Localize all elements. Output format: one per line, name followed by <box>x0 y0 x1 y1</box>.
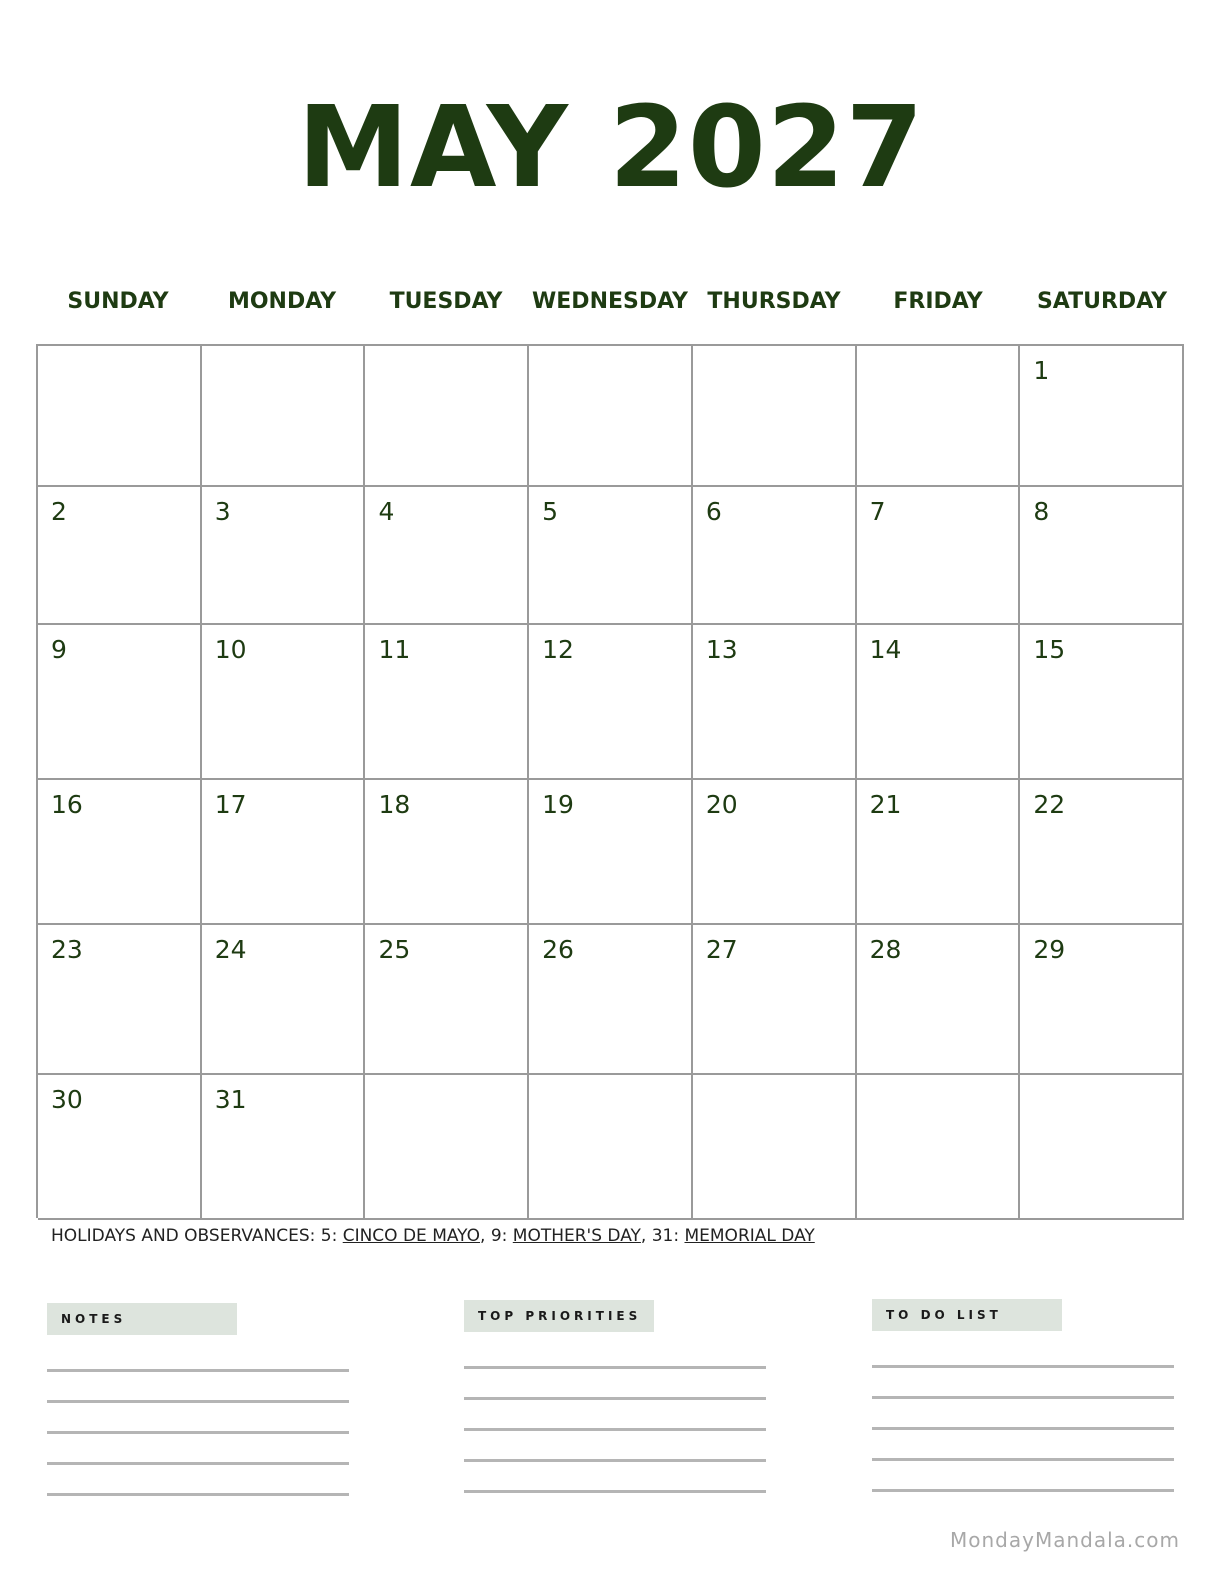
calendar-empty-cell <box>1020 1075 1184 1220</box>
day-number: 14 <box>869 635 902 664</box>
top-priorities-label: TOP PRIORITIES <box>464 1300 654 1332</box>
calendar-day-cell <box>1020 780 1184 925</box>
writing-line <box>872 1489 1174 1492</box>
day-number: 19 <box>542 790 574 819</box>
calendar-day-cell <box>202 487 366 625</box>
calendar-empty-cell <box>693 1075 857 1220</box>
calendar-day-cell <box>1020 487 1184 625</box>
calendar-day-cell <box>857 625 1021 780</box>
weekday-sunday: SUNDAY <box>67 289 169 314</box>
day-number: 6 <box>705 497 722 526</box>
day-number: 1 <box>1033 356 1050 385</box>
writing-line <box>464 1490 766 1493</box>
writing-line <box>872 1365 1174 1368</box>
calendar-day-cell <box>857 487 1021 625</box>
day-number: 17 <box>214 790 247 819</box>
calendar-empty-cell <box>365 346 529 487</box>
day-number: 31 <box>214 1085 247 1114</box>
day-number: 3 <box>214 497 231 526</box>
weekday-wednesday: WEDNESDAY <box>532 289 688 314</box>
calendar-week-row <box>38 1075 1184 1220</box>
calendar-day-cell <box>202 925 366 1075</box>
calendar-day-cell <box>693 487 857 625</box>
writing-line <box>47 1462 349 1465</box>
notes-label: NOTES <box>47 1303 237 1335</box>
notes-lines <box>47 1369 349 1496</box>
day-number: 20 <box>705 790 738 819</box>
calendar-day-cell <box>38 625 202 780</box>
holidays-prefix: HOLIDAYS AND OBSERVANCES: 5: <box>51 1226 343 1246</box>
calendar-empty-cell <box>857 1075 1021 1220</box>
calendar-week-row <box>38 487 1184 625</box>
day-number: 30 <box>51 1085 83 1114</box>
calendar-empty-cell <box>38 346 202 487</box>
holiday-link-cinco-de-mayo[interactable]: CINCO DE MAYO <box>342 1226 481 1246</box>
calendar-day-cell <box>365 487 529 625</box>
top-priorities-lines <box>464 1366 766 1493</box>
day-number: 8 <box>1033 497 1050 526</box>
calendar-day-cell <box>38 487 202 625</box>
calendar-week-row <box>38 625 1184 780</box>
weekday-friday: FRIDAY <box>893 289 983 314</box>
calendar-day-cell <box>693 625 857 780</box>
todo-list-section <box>872 1299 1174 1520</box>
writing-line <box>464 1397 766 1400</box>
calendar-day-cell <box>202 1075 366 1220</box>
calendar-grid <box>36 344 1184 1218</box>
calendar-day-cell <box>1020 625 1184 780</box>
day-number: 22 <box>1033 790 1066 819</box>
todo-list-label: TO DO LIST <box>872 1299 1062 1331</box>
calendar-day-cell <box>202 780 366 925</box>
calendar-day-cell <box>529 925 693 1075</box>
day-number: 11 <box>378 635 411 664</box>
writing-line <box>464 1459 766 1462</box>
day-number: 24 <box>214 935 247 964</box>
day-number: 12 <box>542 635 574 664</box>
calendar-week-row <box>38 346 1184 487</box>
holidays-separator: , 31: <box>640 1226 685 1246</box>
writing-line <box>47 1431 349 1434</box>
page-title: MAY 2027 <box>297 83 925 213</box>
day-number: 29 <box>1033 935 1066 964</box>
calendar-week-row <box>38 925 1184 1075</box>
day-number: 21 <box>869 790 902 819</box>
writing-line <box>47 1369 349 1372</box>
day-number: 25 <box>378 935 411 964</box>
weekday-monday: MONDAY <box>227 289 337 314</box>
site-watermark: MondayMandala.com <box>950 1528 1180 1552</box>
writing-line <box>47 1493 349 1496</box>
calendar-empty-cell <box>365 1075 529 1220</box>
calendar-empty-cell <box>202 346 366 487</box>
calendar-day-cell <box>365 625 529 780</box>
calendar-day-cell <box>38 780 202 925</box>
calendar-day-cell <box>693 925 857 1075</box>
calendar-day-cell <box>202 625 366 780</box>
weekday-saturday: SATURDAY <box>1036 289 1168 314</box>
calendar-day-cell <box>529 780 693 925</box>
top-priorities-section <box>464 1300 766 1521</box>
writing-line <box>464 1428 766 1431</box>
writing-line <box>464 1366 766 1369</box>
day-number: 2 <box>51 497 67 526</box>
calendar-empty-cell <box>529 346 693 487</box>
weekday-thursday: THURSDAY <box>707 289 841 314</box>
weekday-header-row <box>36 282 1184 322</box>
holiday-link-memorial-day[interactable]: MEMORIAL DAY <box>684 1226 815 1246</box>
calendar-day-cell <box>38 925 202 1075</box>
notes-section <box>47 1303 349 1524</box>
calendar-day-cell <box>38 1075 202 1220</box>
day-number: 10 <box>214 635 247 664</box>
holiday-link-mothers-day[interactable]: MOTHER'S DAY <box>512 1226 641 1246</box>
day-number: 5 <box>542 497 559 526</box>
holidays-observances <box>51 1226 815 1246</box>
calendar-day-cell <box>529 625 693 780</box>
calendar-day-cell <box>1020 925 1184 1075</box>
writing-line <box>872 1458 1174 1461</box>
calendar-day-cell <box>857 780 1021 925</box>
calendar-day-cell <box>365 925 529 1075</box>
day-number: 16 <box>51 790 83 819</box>
day-number: 7 <box>869 497 886 526</box>
day-number: 26 <box>542 935 574 964</box>
day-number: 13 <box>705 635 738 664</box>
calendar-day-cell <box>857 925 1021 1075</box>
day-number: 23 <box>51 935 83 964</box>
writing-line <box>47 1400 349 1403</box>
calendar-empty-cell <box>529 1075 693 1220</box>
calendar-day-cell <box>529 487 693 625</box>
day-number: 27 <box>705 935 738 964</box>
day-number: 28 <box>869 935 902 964</box>
calendar-empty-cell <box>857 346 1021 487</box>
calendar-day-cell <box>365 780 529 925</box>
calendar-day-cell <box>693 780 857 925</box>
calendar-empty-cell <box>693 346 857 487</box>
weekday-tuesday: TUESDAY <box>389 289 503 314</box>
writing-line <box>872 1427 1174 1430</box>
writing-line <box>872 1396 1174 1399</box>
calendar-day-cell <box>1020 346 1184 487</box>
todo-list-lines <box>872 1365 1174 1492</box>
day-number: 15 <box>1033 635 1066 664</box>
holidays-separator: , 9: <box>480 1226 513 1246</box>
day-number: 9 <box>51 635 67 664</box>
day-number: 4 <box>378 497 395 526</box>
calendar-week-row <box>38 780 1184 925</box>
day-number: 18 <box>378 790 411 819</box>
